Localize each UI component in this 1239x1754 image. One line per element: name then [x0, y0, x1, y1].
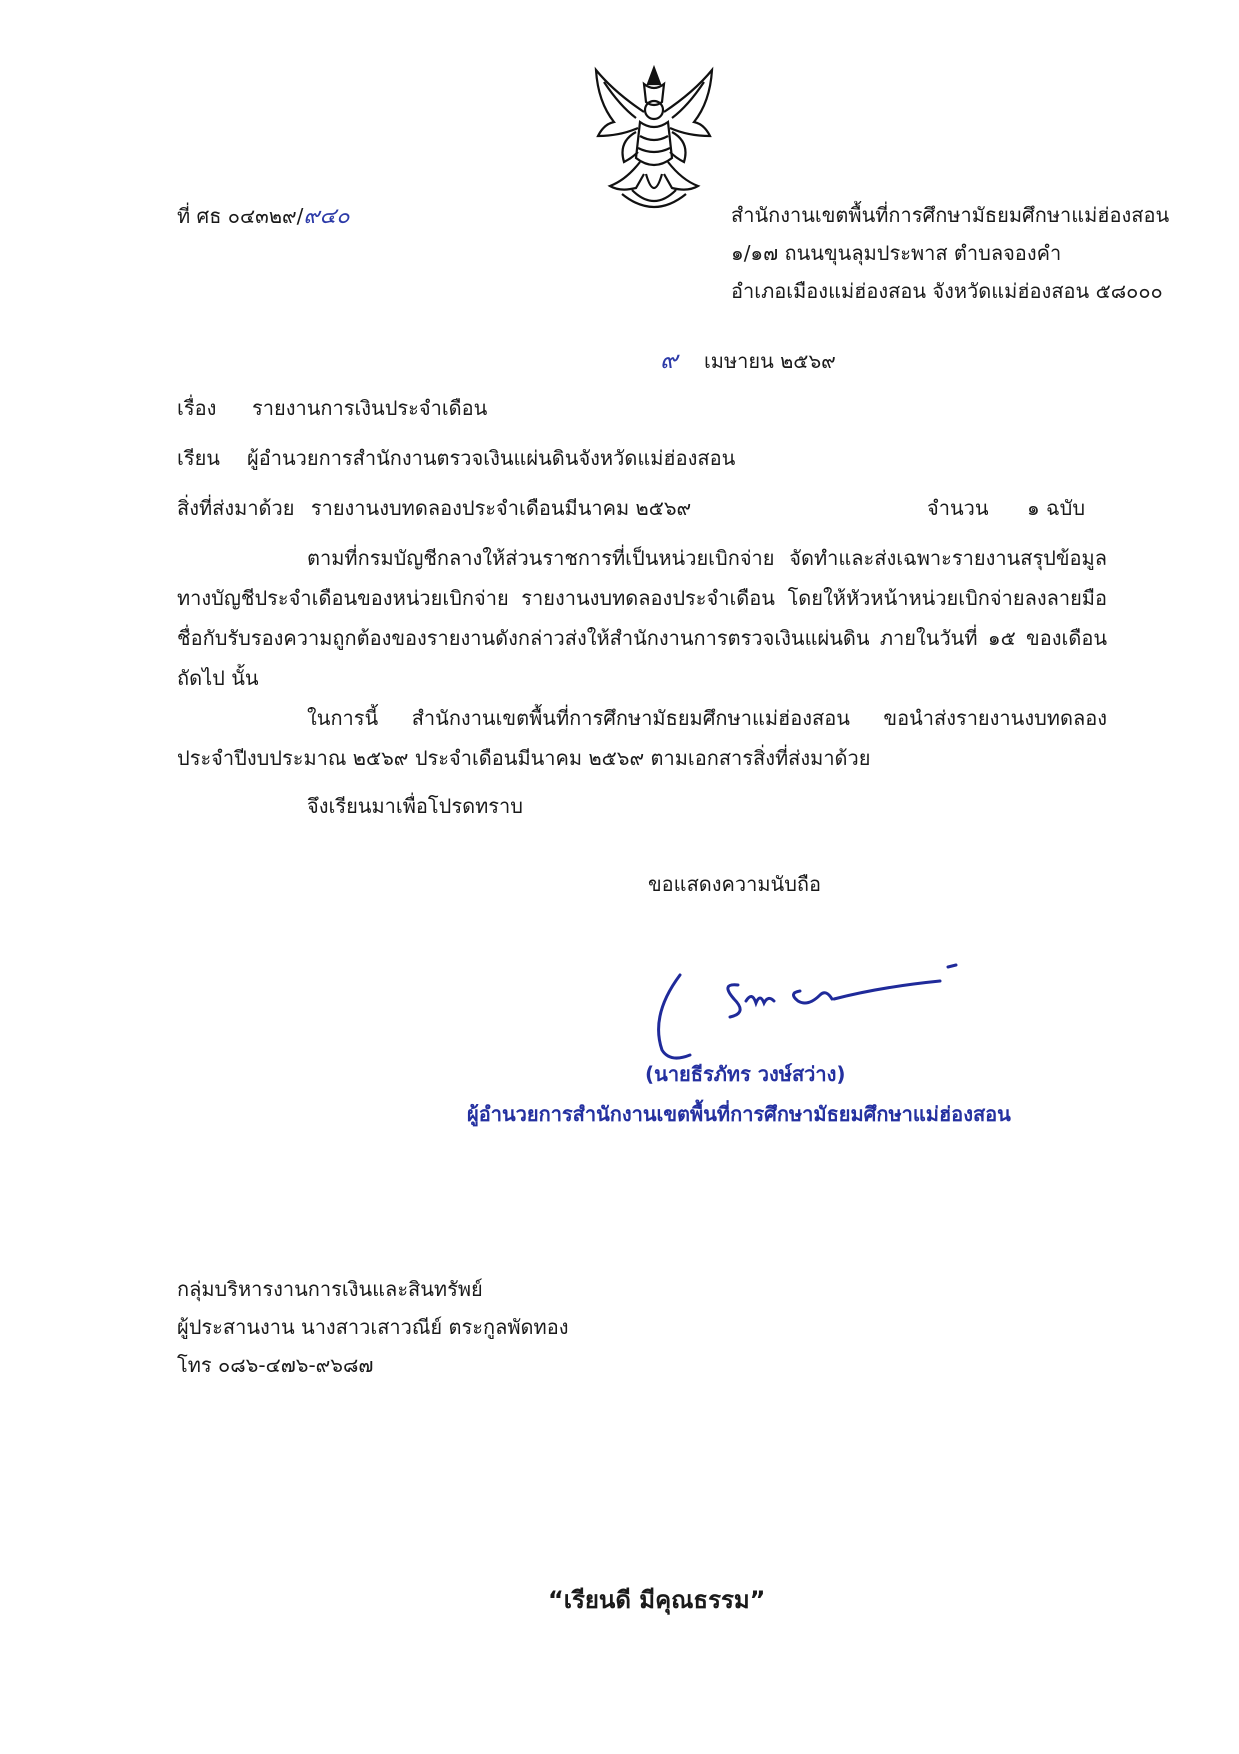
subject-text: รายงานการเงินประจำเดือน [252, 396, 488, 420]
body-paragraph-2 [177, 698, 1107, 778]
date-month-year: เมษายน ๒๕๖๙ [703, 349, 836, 373]
body-paragraph-1 [177, 538, 1107, 698]
enclosure-count: ๑ ฉบับ [1027, 496, 1086, 520]
recipient-row [177, 442, 736, 474]
enclosure-label: สิ่งที่ส่งมาด้วย [177, 496, 295, 520]
handwritten-signature-icon [650, 955, 970, 1065]
paragraph-text: ในการนี้ สำนักงานเขตพื้นที่การศึกษามัธยมศึกษาแม่ฮ่องสอน ขอนำส่งรายงานงบทดลองประจำปีงบประมาณ ๒๕๖๙ ประจำเดือนมีนาคม ๒๕๖๙ ตามเอกสารสิ่งที่ส่งมาด้วย [177, 706, 1107, 770]
subject-label: เรื่อง [177, 396, 217, 420]
school-motto: “เรียนดี มีคุณธรรม” [548, 1586, 766, 1614]
garuda-emblem-icon [574, 62, 734, 222]
valediction: ขอแสดงความนับถือ [648, 872, 822, 896]
contact-coordinator: ผู้ประสานงาน นางสาวเสาวณีย์ ตระกูลพัดทอง [177, 1315, 569, 1339]
issuer-address-line: ๑/๑๗ ถนนขุนลุมประพาส ตำบลจองคำ [731, 241, 1062, 265]
enclosure-text: รายงานงบทดลองประจำเดือนมีนาคม ๒๕๖๙ [310, 496, 692, 520]
contact-block [177, 1270, 568, 1384]
date-day-handwritten: ๙ [660, 346, 678, 374]
recipient-text: ผู้อำนวยการสำนักงานตรวจเงินแผ่นดินจังหวัดแม่ฮ่องสอน [247, 446, 736, 470]
signer-title: ผู้อำนวยการสำนักงานเขตพื้นที่การศึกษามัธยมศึกษาแม่ฮ่องสอน [467, 1102, 1011, 1126]
issuer-address [731, 196, 1169, 310]
document-date [660, 340, 836, 379]
reference-prefix: ที่ ศธ ๐๔๓๒๙/ [177, 204, 304, 228]
issuer-address-line: สำนักงานเขตพื้นที่การศึกษามัธยมศึกษาแม่ฮ่องสอน [731, 203, 1170, 227]
recipient-label: เรียน [177, 446, 220, 470]
paragraph-text: ตามที่กรมบัญชีกลางให้ส่วนราชการที่เป็นหน่วยเบิกจ่าย จัดทำและส่งเฉพาะรายงานสรุปข้อมูลทางบัญชีประจำเดือนของหน่วยเบิกจ่าย รายงานงบทดลองประจำเดือน โดยให้หัวหน้าหน่วยเบิกจ่ายลงลายมือชื่อกับรับรองความถูกต้องของรายงานดังกล่าวส่งให้สำนักงานการตรวจเงินแผ่นดิน ภายในวันที่ ๑๕ ของเดือนถัดไป นั้น [177, 546, 1107, 690]
closing-line: จึงเรียนมาเพื่อโปรดทราบ [307, 794, 523, 818]
contact-department: กลุ่มบริหารงานการเงินและสินทรัพย์ [177, 1277, 483, 1301]
reference-number-handwritten: ๙๔๐ [303, 204, 350, 229]
contact-phone: โทร ๐๘๖-๔๗๖-๙๖๘๗ [177, 1353, 374, 1377]
subject-row [177, 392, 488, 424]
issuer-address-line: อำเภอเมืองแม่ฮ่องสอน จังหวัดแม่ฮ่องสอน ๕๘๐๐๐ [731, 279, 1163, 303]
enclosure-row [177, 492, 1102, 524]
reference-number [177, 198, 350, 233]
signer-name: (นายธีรภัทร วงษ์สว่าง) [645, 1062, 846, 1086]
enclosure-count-label: จำนวน [927, 496, 989, 520]
